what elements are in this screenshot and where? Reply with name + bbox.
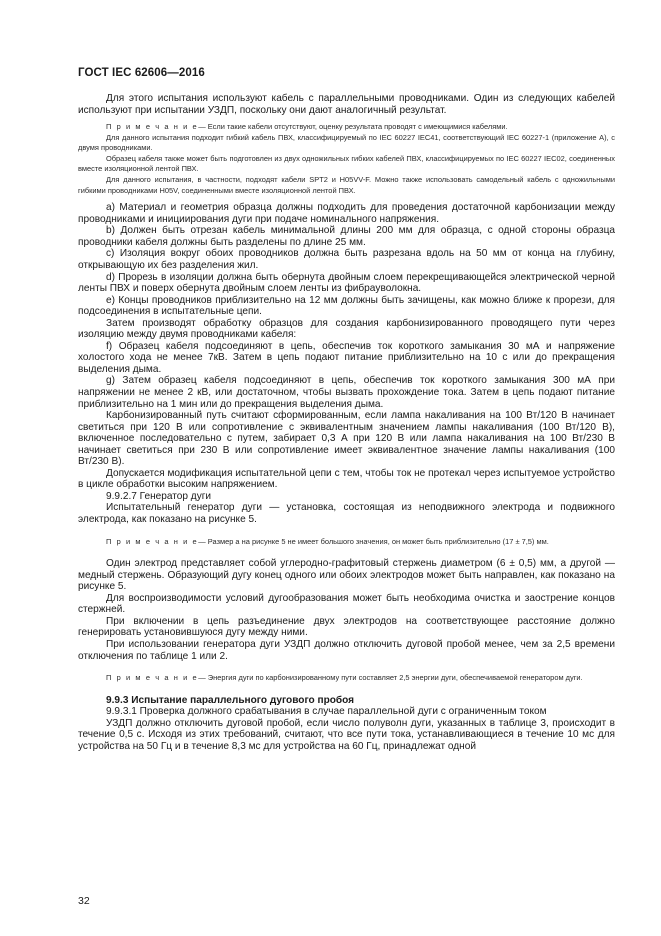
note-arc-size <box>78 537 615 548</box>
list-item-g: g) Затем образец кабеля подсоединяют в цепь, обеспечив ток короткого замыкания 300 мА при напряжении не менее 2 кВ, или достаточном, чтобы вызвать прохождение тока. Затем в цепь подают питание приблизительно на 1 мин или до прекращения выделения дыма. <box>78 375 615 410</box>
subsection-heading: 9.9.2.7 Генератор дуги <box>106 490 212 502</box>
paragraph: Для воспроизводимости условий дугообразования может быть необходима очистка и заострение концов стержней. <box>78 592 615 616</box>
page-number: 32 <box>78 895 90 907</box>
list-item-a: а) Материал и геометрия образца должны подходить для проведения достаточной карбонизации между проводниками и инициирования дуги при подаче номинального напряжения. <box>78 202 615 225</box>
note-cables <box>78 122 615 133</box>
paragraph: Один электрод представляет собой углеродно-графитовый стержень диаметром (6 ± 0,5) мм, а другой — медный стержень. Образующий дугу конец одного или обоих электродов может быть направлен, как показано на рисунке 5. <box>78 558 615 593</box>
list-item-f: f) Образец кабеля подсоединяют в цепь, обеспечив ток короткого замыкания 30 мА и напряжение холостого хода не менее 7кВ. Затем в цепь подают питание приблизительно на 10 с или до прекращения выделения дыма. <box>78 340 615 375</box>
note-label: П р и м е ч а н и е <box>106 673 199 683</box>
page-content <box>78 93 615 752</box>
note-text: — Энергия дуги по карбонизированному пути составляет 2,5 энергии дуги, обеспечиваемой генератором дуги. <box>198 673 583 683</box>
section-heading: 9.9.3 Испытание параллельного дугового пробоя <box>106 694 355 706</box>
document-header: ГОСТ IEC 62606—2016 <box>78 67 205 79</box>
paragraph: При включении в цепь разъединение двух электродов на соответствующее расстояние должно генерировать установившуюся дугу между ними. <box>78 615 615 639</box>
note-line: Для данного испытания подходит гибкий кабель ПВХ, классифицируемый по IEC 60227 IEC41, соответствующий IEC 60227-1 (приложение А), с двумя проводниками. <box>78 132 615 153</box>
paragraph: Испытательный генератор дуги — установка, состоящая из неподвижного электрода и подвижного электрода, как показано на рисунке 5. <box>78 502 615 526</box>
note-line: — Если такие кабели отсутствуют, оценку результата проводят с имеющимися кабелями. <box>198 122 508 132</box>
subsection-heading: 9.9.3.1 Проверка должного срабатывания в случае параллельной дуги с ограниченным током <box>106 706 547 718</box>
note-text: — Размер a на рисунке 5 не имеет большого значения, он может быть приблизительно (17 ± 7,5) мм. <box>198 536 549 546</box>
paragraph: УЗДП должно отключить дуговой пробой, если число полуволн дуги, указанных в таблице 3, происходит в течение 0,5 с. Исходя из этих требований, считают, что все пути тока, устанавливающиеся в течение 10 мс для устройства на 50 Гц и в течение 8,3 мс для устройства на 60 Гц, принадлежат одной <box>78 717 615 752</box>
list-item-d: d) Прорезь в изоляции должна быть обернута двойным слоем перекрещивающейся электрической черной ленты ПВХ и поверх обернута двойным слоем ленты из фибpayволокна. <box>78 271 615 295</box>
paragraph-cable-intro: Для этого испытания используют кабель с параллельными проводниками. Один из следующих кабелей используют при испытании УЗДП, поскольку они дают аналогичный результат. <box>78 93 615 116</box>
list-item-e: e) Концы проводников приблизительно на 12 мм должны быть зачищены, как можно ближе к прорези, для подсоединения в испытательные цепи. <box>78 294 615 318</box>
paragraph: Допускается модификация испытательной цепи с тем, чтобы ток не протекал через испытуемое устройство в цикле обработки высоким напряжением. <box>78 467 615 491</box>
note-label: П р и м е ч а н и е <box>106 536 199 546</box>
note-arc-energy <box>78 673 615 684</box>
note-line: Образец кабеля также может быть подготовлен из двух одножильных гибких кабелей ПВХ, классифицируемых по IEC 60227 IEC02, соединенных вместе изоляционной лентой ПВХ. <box>78 153 615 174</box>
note-line: Для данного испытания, в частности, подходят кабели SPT2 и H05VV-F. Можно также использовать самодельный кабель с одножильными гибкими проводниками H05V, соединенными вместе изоляционной лентой ПВХ. <box>78 175 615 195</box>
list-item-b: b) Должен быть отрезан кабель минимальной длины 200 мм для образца, с одной стороны образца проводники кабеля должны быть разделены по длине 25 мм. <box>78 225 615 248</box>
list-item-c: c) Изоляция вокруг обоих проводников должна быть разрезана вдоль на 50 мм от конца на глубину, открывающую их без разделения жил. <box>78 248 615 271</box>
paragraph: Затем производят обработку образцов для создания карбонизированного проводящего пути через изоляцию между двумя проводниками кабеля: <box>78 317 615 341</box>
paragraph: При использовании генератора дуги УЗДП должно отключить дуговой пробой менее, чем за 2,5 времени отключения по таблице 1 или 2. <box>78 638 615 662</box>
paragraph: Карбонизированный путь считают сформированным, если лампа накаливания на 100 Вт/120 В начинает светиться при 120 В или сопротивление с эквивалентным значением лампы накаливания (100 Вт/120 В), включенное последовательно с путем, забирает 0,3 А при 120 В или лампа накаливания на 100 Вт/230 В начинает светиться при 230 В или сопротивление имеет эквивалентное значение лампы накаливания (100 Вт/230 В). <box>78 410 615 468</box>
note-label: П р и м е ч а н и е <box>106 122 199 132</box>
